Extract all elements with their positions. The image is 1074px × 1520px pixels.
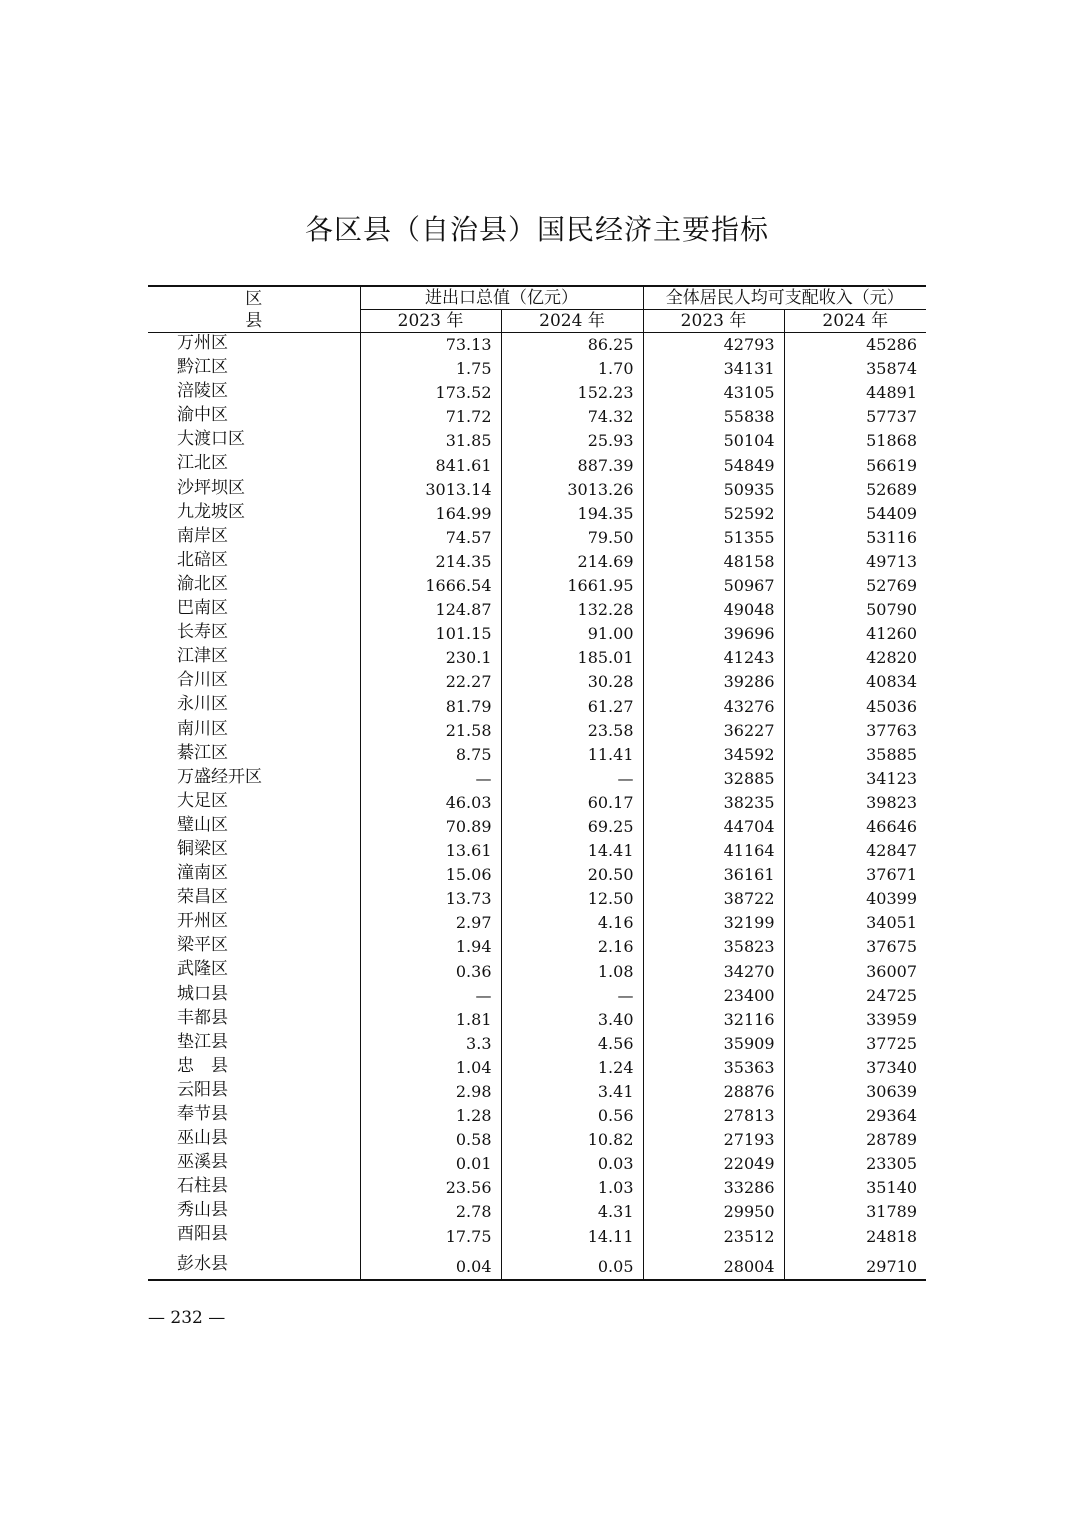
district-name-cell: 九龙坡区 [177,501,245,522]
income-2024-cell: 51868 [784,429,926,453]
table-row [148,1128,926,1152]
table-row [148,453,926,477]
trade-2023-cell: 1.81 [360,1008,501,1032]
income-2023-cell: 35363 [643,1056,784,1080]
table-row [148,670,926,694]
district-name-cell: 南岸区 [177,525,228,546]
income-2024-cell: 35140 [784,1176,926,1200]
income-2023-cell: 38235 [643,791,784,815]
district-name-cell: 渝北区 [177,573,228,594]
table-row [148,935,926,959]
year-header-trade-2023: 2023 年 [360,310,501,333]
table-row [148,815,926,839]
district-name-cell: 北碚区 [177,549,228,570]
trade-2024-cell: 2.16 [501,935,643,959]
income-2023-cell: 36227 [643,719,784,743]
trade-2024-cell: 3013.26 [501,478,643,502]
trade-2024-cell: 0.05 [501,1249,643,1280]
income-2023-cell: 27813 [643,1104,784,1128]
income-2024-cell: 57737 [784,405,926,429]
table-row [148,863,926,887]
district-name-cell: 铜梁区 [177,838,228,859]
income-2023-cell: 32116 [643,1008,784,1032]
trade-2024-cell: 20.50 [501,863,643,887]
income-2023-cell: 43276 [643,694,784,718]
income-2024-cell: 24725 [784,984,926,1008]
income-2023-cell: 51355 [643,526,784,550]
table-row [148,984,926,1008]
income-2024-cell: 45036 [784,694,926,718]
income-2024-cell: 40834 [784,670,926,694]
income-2023-cell: 54849 [643,453,784,477]
district-name-cell: 万盛经开区 [177,766,262,787]
trade-2023-cell: 230.1 [360,646,501,670]
trade-2023-cell: 1.75 [360,357,501,381]
income-2024-cell: 50790 [784,598,926,622]
income-2024-cell: 29710 [784,1249,926,1280]
income-2024-cell: 41260 [784,622,926,646]
income-2023-cell: 41164 [643,839,784,863]
trade-2024-cell: 1.08 [501,959,643,983]
income-2024-cell: 37671 [784,863,926,887]
trade-2024-cell: 132.28 [501,598,643,622]
trade-2024-cell: 14.41 [501,839,643,863]
income-2024-cell: 30639 [784,1080,926,1104]
trade-2023-cell: 46.03 [360,791,501,815]
trade-2023-cell: 1.94 [360,935,501,959]
table-row [148,598,926,622]
trade-2023-cell: 841.61 [360,453,501,477]
income-2024-cell: 37763 [784,719,926,743]
district-name-cell: 永川区 [177,694,228,715]
income-2023-cell: 38722 [643,887,784,911]
table-row [148,767,926,791]
table-row [148,1249,926,1280]
income-2024-cell: 44891 [784,381,926,405]
income-2023-cell: 23400 [643,984,784,1008]
district-name-cell: 綦江区 [177,742,228,763]
trade-2023-cell: 23.56 [360,1176,501,1200]
trade-2023-cell: 124.87 [360,598,501,622]
table-row [148,1032,926,1056]
district-name-cell: 长寿区 [177,622,228,643]
table-row [148,1176,926,1200]
trade-2023-cell: 1666.54 [360,574,501,598]
income-2023-cell: 33286 [643,1176,784,1200]
trade-2024-cell: 1.24 [501,1056,643,1080]
district-name-cell: 江津区 [177,646,228,667]
income-2023-cell: 28876 [643,1080,784,1104]
trade-2024-cell: 74.32 [501,405,643,429]
income-2024-cell: 52769 [784,574,926,598]
income-2024-cell: 37340 [784,1056,926,1080]
district-name-cell: 合川区 [177,670,228,691]
table-row [148,959,926,983]
trade-2023-cell: 0.58 [360,1128,501,1152]
trade-2024-cell: 0.03 [501,1152,643,1176]
income-2023-cell: 50935 [643,478,784,502]
trade-2023-cell: 214.35 [360,550,501,574]
income-2023-cell: 32199 [643,911,784,935]
district-name-cell: 奉节县 [177,1104,228,1124]
income-group-header: 全体居民人均可支配收入（元） [643,286,926,310]
trade-2023-cell: 31.85 [360,429,501,453]
income-2024-cell: 42820 [784,646,926,670]
trade-2023-cell: 15.06 [360,863,501,887]
income-2023-cell: 35909 [643,1032,784,1056]
district-name-cell: 云阳县 [177,1079,228,1100]
district-name-cell: 潼南区 [177,863,228,884]
trade-2024-cell: 25.93 [501,429,643,453]
district-name-cell: 垫江县 [177,1031,228,1052]
income-2023-cell: 39286 [643,670,784,694]
income-2023-cell: 36161 [643,863,784,887]
table-row [148,622,926,646]
table-body [148,333,926,1280]
trade-group-header: 进出口总值（亿元） [360,286,643,310]
income-2023-cell: 34270 [643,959,784,983]
trade-2024-cell: 4.31 [501,1200,643,1224]
trade-2023-cell: 71.72 [360,405,501,429]
income-2023-cell: 52592 [643,502,784,526]
income-2024-cell: 28789 [784,1128,926,1152]
district-name-cell: 巫溪县 [177,1152,228,1173]
trade-2024-cell: 91.00 [501,622,643,646]
table-row [148,743,926,767]
district-name-cell: 沙坪坝区 [177,477,245,498]
trade-2023-cell: 81.79 [360,694,501,718]
trade-2024-cell: 4.56 [501,1032,643,1056]
district-name-cell: 荣昌区 [177,887,228,908]
income-2024-cell: 53116 [784,526,926,550]
district-name-cell: 石柱县 [177,1176,228,1197]
trade-2023-cell: 13.73 [360,887,501,911]
trade-2023-cell: 17.75 [360,1224,501,1248]
district-name-cell: 彭水县 [148,1249,360,1280]
income-2024-cell: 24818 [784,1224,926,1248]
page-title: 各区县（自治县）国民经济主要指标 [304,213,769,246]
trade-2024-cell: 30.28 [501,670,643,694]
trade-2023-cell: 73.13 [360,333,501,358]
income-2024-cell: 42847 [784,839,926,863]
trade-2023-cell: 74.57 [360,526,501,550]
income-2023-cell: 42793 [643,333,784,358]
trade-2024-cell: — [501,984,643,1008]
trade-2023-cell: 3.3 [360,1032,501,1056]
table-row [148,694,926,718]
income-2024-cell: 23305 [784,1152,926,1176]
trade-2024-cell: 152.23 [501,381,643,405]
income-2024-cell: 45286 [784,333,926,358]
income-2024-cell: 29364 [784,1104,926,1128]
income-2023-cell: 50967 [643,574,784,598]
income-2023-cell: 41243 [643,646,784,670]
income-2024-cell: 37675 [784,935,926,959]
income-2024-cell: 46646 [784,815,926,839]
trade-2024-cell: 194.35 [501,502,643,526]
trade-2024-cell: 1.70 [501,357,643,381]
income-2024-cell: 35885 [784,743,926,767]
trade-2024-cell: 0.56 [501,1104,643,1128]
income-2023-cell: 28004 [643,1249,784,1280]
income-2023-cell: 39696 [643,622,784,646]
table-row [148,1200,926,1224]
income-2024-cell: 37725 [784,1032,926,1056]
trade-2023-cell: — [360,767,501,791]
table-header [148,286,926,333]
income-2024-cell: 54409 [784,502,926,526]
table-row [148,719,926,743]
table-row [148,550,926,574]
year-header-income-2023: 2023 年 [643,310,784,333]
income-2024-cell: 36007 [784,959,926,983]
trade-2023-cell: 22.27 [360,670,501,694]
district-name-cell: 巫山县 [177,1128,228,1149]
table-row [148,646,926,670]
trade-2024-cell: 61.27 [501,694,643,718]
income-2023-cell: 35823 [643,935,784,959]
table-row [148,1224,926,1248]
trade-2024-cell: 185.01 [501,646,643,670]
district-name-cell: 黔江区 [177,357,228,378]
district-name-cell: 开州区 [177,911,228,932]
indicators-table [148,285,926,1281]
trade-2023-cell: 70.89 [360,815,501,839]
trade-2024-cell: 14.11 [501,1224,643,1248]
table-row [148,791,926,815]
trade-2024-cell: 10.82 [501,1128,643,1152]
district-name-cell: 璧山区 [177,814,228,835]
income-2023-cell: 49048 [643,598,784,622]
income-2023-cell: 27193 [643,1128,784,1152]
income-2024-cell: 40399 [784,887,926,911]
income-2024-cell: 34123 [784,767,926,791]
table-row [148,887,926,911]
table-row [148,1056,926,1080]
trade-2024-cell: — [501,767,643,791]
trade-2023-cell: 0.01 [360,1152,501,1176]
district-name-cell: 武隆区 [177,959,228,980]
district-name-cell: 忠 县 [177,1055,228,1076]
trade-2023-cell: 2.78 [360,1200,501,1224]
district-name-cell: 梁平区 [177,935,228,956]
table-row [148,381,926,405]
table-row [148,574,926,598]
trade-2023-cell: 101.15 [360,622,501,646]
income-2023-cell: 34131 [643,357,784,381]
trade-2024-cell: 3.41 [501,1080,643,1104]
income-2024-cell: 56619 [784,453,926,477]
income-2024-cell: 52689 [784,478,926,502]
table-row [148,478,926,502]
table-row [148,911,926,935]
district-column-header: 区县 [148,286,360,333]
income-2023-cell: 43105 [643,381,784,405]
trade-2024-cell: 887.39 [501,453,643,477]
income-2024-cell: 35874 [784,357,926,381]
district-name-cell: 秀山县 [177,1200,228,1221]
income-2023-cell: 23512 [643,1224,784,1248]
income-2024-cell: 49713 [784,550,926,574]
table-row [148,1080,926,1104]
table-row [148,357,926,381]
trade-2024-cell: 1661.95 [501,574,643,598]
table-row [148,526,926,550]
income-2024-cell: 31789 [784,1200,926,1224]
trade-2024-cell: 4.16 [501,911,643,935]
district-name-cell: 丰都县 [177,1007,228,1028]
district-name-cell: 南川区 [177,718,228,739]
year-header-trade-2024: 2024 年 [501,310,643,333]
income-2023-cell: 55838 [643,405,784,429]
trade-2024-cell: 214.69 [501,550,643,574]
trade-2024-cell: 12.50 [501,887,643,911]
income-2023-cell: 32885 [643,767,784,791]
income-2024-cell: 39823 [784,791,926,815]
trade-2023-cell: 173.52 [360,381,501,405]
trade-2023-cell: 1.28 [360,1104,501,1128]
district-name-cell: 大渡口区 [177,429,245,450]
trade-2023-cell: 1.04 [360,1056,501,1080]
district-name-cell: 涪陵区 [177,381,228,402]
income-2023-cell: 50104 [643,429,784,453]
income-2024-cell: 33959 [784,1008,926,1032]
trade-2023-cell: 164.99 [360,502,501,526]
income-2023-cell: 34592 [643,743,784,767]
year-header-income-2024: 2024 年 [784,310,926,333]
district-name-cell: 万州区 [177,333,228,353]
trade-2023-cell: 2.98 [360,1080,501,1104]
trade-2023-cell: — [360,984,501,1008]
income-2023-cell: 22049 [643,1152,784,1176]
trade-2023-cell: 0.36 [360,959,501,983]
trade-2024-cell: 1.03 [501,1176,643,1200]
income-2023-cell: 44704 [643,815,784,839]
district-name-cell: 城口县 [177,983,228,1004]
table-row [148,839,926,863]
trade-2024-cell: 11.41 [501,743,643,767]
income-2023-cell: 48158 [643,550,784,574]
district-name-cell: 江北区 [177,453,228,474]
trade-2023-cell: 0.04 [360,1249,501,1280]
trade-2024-cell: 69.25 [501,815,643,839]
trade-2023-cell: 3013.14 [360,478,501,502]
trade-2023-cell: 21.58 [360,719,501,743]
table-row [148,502,926,526]
district-name-cell: 巴南区 [177,598,228,619]
trade-2024-cell: 86.25 [501,333,643,358]
income-2023-cell: 29950 [643,1200,784,1224]
trade-2024-cell: 3.40 [501,1008,643,1032]
district-name-cell: 酉阳县 [177,1224,228,1245]
table-row [148,429,926,453]
table-row [148,1104,926,1128]
trade-2023-cell: 13.61 [360,839,501,863]
table-row [148,405,926,429]
trade-2024-cell: 23.58 [501,719,643,743]
income-2024-cell: 34051 [784,911,926,935]
trade-2023-cell: 8.75 [360,743,501,767]
table-row [148,333,926,358]
district-name-cell: 大足区 [177,790,228,811]
district-name-cell: 渝中区 [177,405,228,426]
trade-2023-cell: 2.97 [360,911,501,935]
table-row [148,1152,926,1176]
table-row [148,1008,926,1032]
trade-2024-cell: 60.17 [501,791,643,815]
trade-2024-cell: 79.50 [501,526,643,550]
page-number: — 232 — [148,1308,226,1328]
